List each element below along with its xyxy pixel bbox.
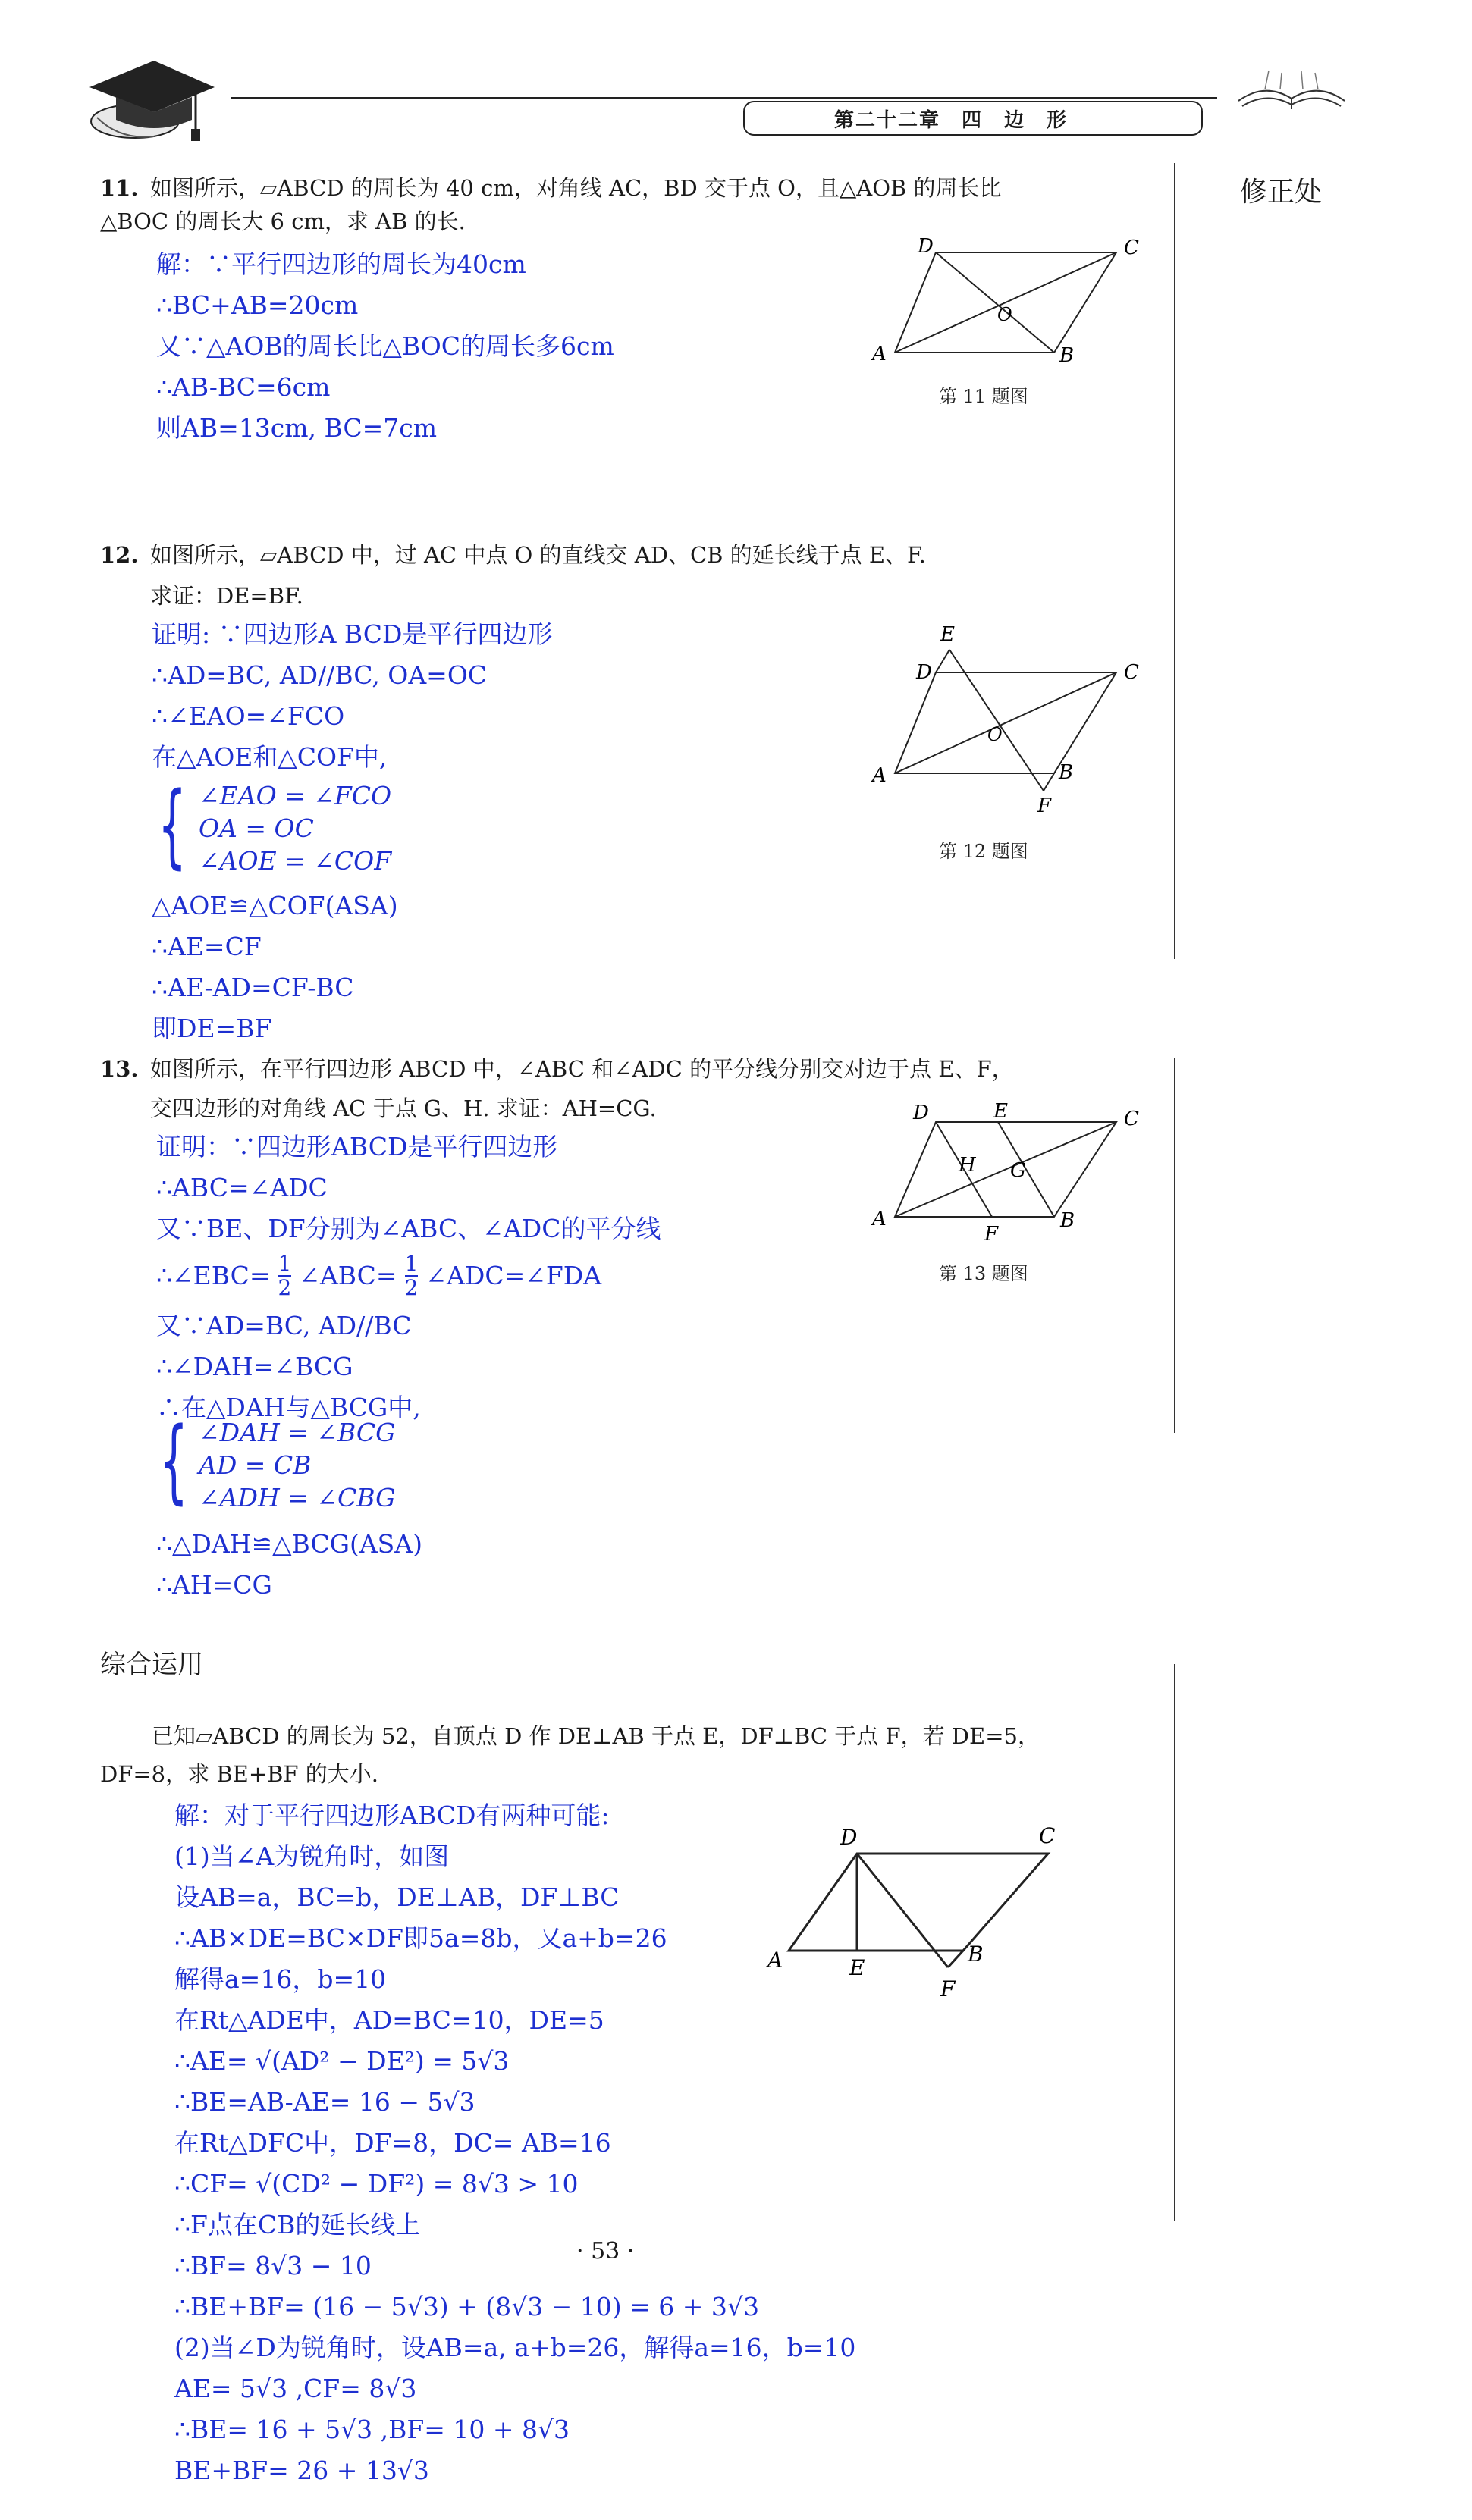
point-label: E (940, 623, 955, 646)
fraction-denominator: 2 (404, 1275, 419, 1300)
fraction-denominator: 2 (278, 1275, 292, 1300)
point-label: D (916, 661, 932, 684)
fraction-line (156, 1249, 601, 1302)
answer-block (156, 1305, 421, 1428)
figure-12 (865, 618, 1153, 830)
question-text: 已知▱ABCD 的周长为 52，自顶点 D 作 DE⊥AB 于点 E，DF⊥BC 于点 F，若 DE=5， (152, 1723, 1040, 1749)
answer-line: 证明: ∵四边形A BCD是平行四边形 (152, 619, 553, 649)
point-label: C (1124, 661, 1139, 684)
answer-block (156, 1127, 661, 1249)
answer-line: △AOE≌△COF(ASA) (152, 891, 398, 920)
figure-caption: 第 11 题图 (939, 386, 1028, 407)
answer-line: 在△AOE和△COF中, (152, 742, 388, 772)
chapter-title: 第二十二章 四 边 形 (834, 109, 1069, 132)
margin-title: 修正处 (1240, 177, 1323, 208)
point-label: D (840, 1825, 858, 1850)
answer-line: ∴∠DAH=∠BCG (156, 1352, 353, 1381)
answer-line: 在Rt△ADE中，AD=BC=10，DE=5 (174, 2005, 604, 2035)
answer-line: ∴AE= √(AD² − DE²) = 5√3 (174, 2046, 510, 2076)
answer-line: BE+BF= 26 + 13√3 (174, 2456, 429, 2485)
fraction-numerator: 1 (404, 1251, 419, 1276)
answer-line: 又∵AD=BC, AD//BC (156, 1311, 412, 1340)
header-rule (231, 97, 1217, 99)
answer-block (152, 885, 398, 1049)
answer-line: ∴AE-AD=CF-BC (152, 973, 354, 1002)
answer-line: 又∵BE、DF分别为∠ABC、∠ADC的平分线 (156, 1214, 661, 1243)
point-label: A (767, 1948, 783, 1973)
brace-line: ∠AOE = ∠COF (199, 846, 392, 876)
point-label: F (984, 1223, 999, 1243)
point-label: C (1124, 1108, 1139, 1130)
question-number: 12. (100, 542, 139, 568)
answer-line: ∴BE=AB-AE= 16 − 5√3 (174, 2087, 475, 2117)
margin-rule-1 (1174, 163, 1175, 959)
question-text: △BOC 的周长大 6 cm，求 AB 的长. (100, 208, 466, 234)
point-label: H (959, 1154, 976, 1177)
answer-line: ∴AB×DE=BC×DF即5a=8b，又a+b=26 (174, 1923, 667, 1953)
point-label: B (1059, 344, 1075, 367)
brace-line: ∠EAO = ∠FCO (199, 781, 392, 810)
point-label: B (1059, 761, 1074, 784)
answer-block (156, 1524, 422, 1606)
answer-fragment: ∠ABC= (299, 1261, 397, 1290)
answer-line: ∴F点在CB的延长线上 (174, 2210, 421, 2239)
point-label: A (872, 1208, 887, 1230)
answer-line: ∴BF= 8√3 − 10 (174, 2251, 372, 2280)
question-number: 11. (100, 175, 139, 201)
open-book-icon (1235, 67, 1348, 112)
answer-line: ∴在△DAH与△BCG中, (156, 1393, 421, 1422)
answer-line: ∴∠EAO=∠FCO (152, 701, 345, 731)
point-label: C (1039, 1823, 1056, 1848)
question-text: DF=8，求 BE+BF 的大小. (100, 1761, 378, 1787)
point-label: G (1010, 1159, 1026, 1182)
question-text: 交四边形的对角线 AC 于点 G、H. 求证：AH=CG. (150, 1095, 657, 1121)
point-label: F (940, 1976, 956, 2001)
brace-line: ∠ADH = ∠CBG (199, 1483, 396, 1512)
fraction-half (278, 1252, 292, 1299)
figure-11 (865, 231, 1153, 375)
point-label: F (1037, 795, 1052, 817)
answer-line: 证明：∵四边形ABCD是平行四边形 (156, 1132, 558, 1161)
answer-line: ∴AE=CF (152, 932, 262, 961)
left-brace: { (158, 773, 187, 879)
question-number: 13. (100, 1056, 139, 1082)
figure-section (758, 1816, 1077, 2020)
answer-line: ∴ABC=∠ADC (156, 1173, 328, 1202)
point-label: D (913, 1102, 929, 1124)
answer-line: ∴CF= √(CD² − DF²) = 8√3 > 10 (174, 2169, 579, 2199)
point-label: B (968, 1942, 984, 1967)
point-label: A (872, 343, 887, 365)
answer-line: ∴AB-BC=6cm (156, 372, 331, 402)
point-label: E (849, 1955, 865, 1980)
answer-line: ∴AH=CG (156, 1570, 272, 1600)
point-label: B (1060, 1209, 1075, 1232)
answer-line: 则AB=13cm, BC=7cm (156, 413, 438, 443)
figure-13 (865, 1092, 1153, 1243)
answer-block (152, 614, 553, 778)
point-label: O (987, 724, 1003, 745)
point-label: E (993, 1100, 1008, 1123)
answer-line: AE= 5√3 ,CF= 8√3 (174, 2374, 417, 2403)
answer-line: 在Rt△DFC中，DF=8，DC= AB=16 (174, 2128, 611, 2158)
answer-line: (1)当∠A为锐角时，如图 (174, 1841, 450, 1871)
answer-fragment: ∴∠EBC= (156, 1261, 271, 1290)
brace-system (199, 779, 391, 877)
page-number: · 53 · (576, 2238, 635, 2265)
margin-rule-2 (1174, 1058, 1175, 1433)
answer-line: 解：∵平行四边形的周长为40cm (156, 249, 526, 279)
point-label: D (918, 235, 934, 258)
brace-line: OA = OC (199, 813, 314, 843)
question-text: 求证：DE=BF. (150, 583, 303, 609)
answer-line: ∴BE= 16 + 5√3 ,BF= 10 + 8√3 (174, 2415, 570, 2444)
figure-caption: 第 12 题图 (939, 841, 1028, 862)
answer-line: (2)当∠D为锐角时，设AB=a, a+b=26，解得a=16，b=10 (174, 2333, 856, 2362)
brace-system (199, 1416, 395, 1514)
answer-line: 解得a=16，b=10 (174, 1964, 387, 1994)
answer-line: 即DE=BF (152, 1014, 272, 1043)
question-text: 如图所示，▱ABCD 中，过 AC 中点 O 的直线交 AD、CB 的延长线于点 E、F. (150, 542, 926, 568)
question-text: 如图所示，在平行四边形 ABCD 中，∠ABC 和∠ADC 的平分线分别交对边于点 E、F， (150, 1056, 1014, 1082)
margin-rule-3 (1174, 1664, 1175, 2221)
answer-line: ∴AD=BC, AD//BC, OA=OC (152, 660, 488, 690)
figure-caption: 第 13 题图 (939, 1263, 1028, 1284)
brace-line: ∠DAH = ∠BCG (199, 1418, 396, 1447)
answer-block (174, 1795, 858, 2491)
graduation-cap-logo (82, 45, 218, 144)
answer-line: ∴BE+BF= (16 − 5√3) + (8√3 − 10) = 6 + 3√3 (174, 2292, 759, 2321)
point-label: C (1124, 237, 1139, 259)
answer-line: 解：对于平行四边形ABCD有两种可能: (174, 1801, 610, 1830)
brace-line: AD = CB (199, 1450, 312, 1480)
section-title: 综合运用 (100, 1650, 203, 1680)
answer-line: ∴BC+AB=20cm (156, 290, 359, 320)
fraction-numerator: 1 (278, 1251, 292, 1276)
answer-line: ∴△DAH≌△BCG(ASA) (156, 1529, 422, 1559)
point-label: O (997, 304, 1012, 325)
question-text: 如图所示，▱ABCD 的周长为 40 cm，对角线 AC，BD 交于点 O，且△AOB 的周长比 (150, 175, 1002, 201)
answer-line: 设AB=a，BC=b，DE⊥AB，DF⊥BC (174, 1882, 620, 1912)
point-label: A (872, 764, 887, 787)
answer-line: 又∵△AOB的周长比△BOC的周长多6cm (156, 331, 614, 361)
answer-fragment: ∠ADC=∠FDA (425, 1261, 602, 1290)
left-brace: { (159, 1409, 189, 1514)
fraction-half (405, 1252, 419, 1299)
answer-block (156, 244, 614, 449)
